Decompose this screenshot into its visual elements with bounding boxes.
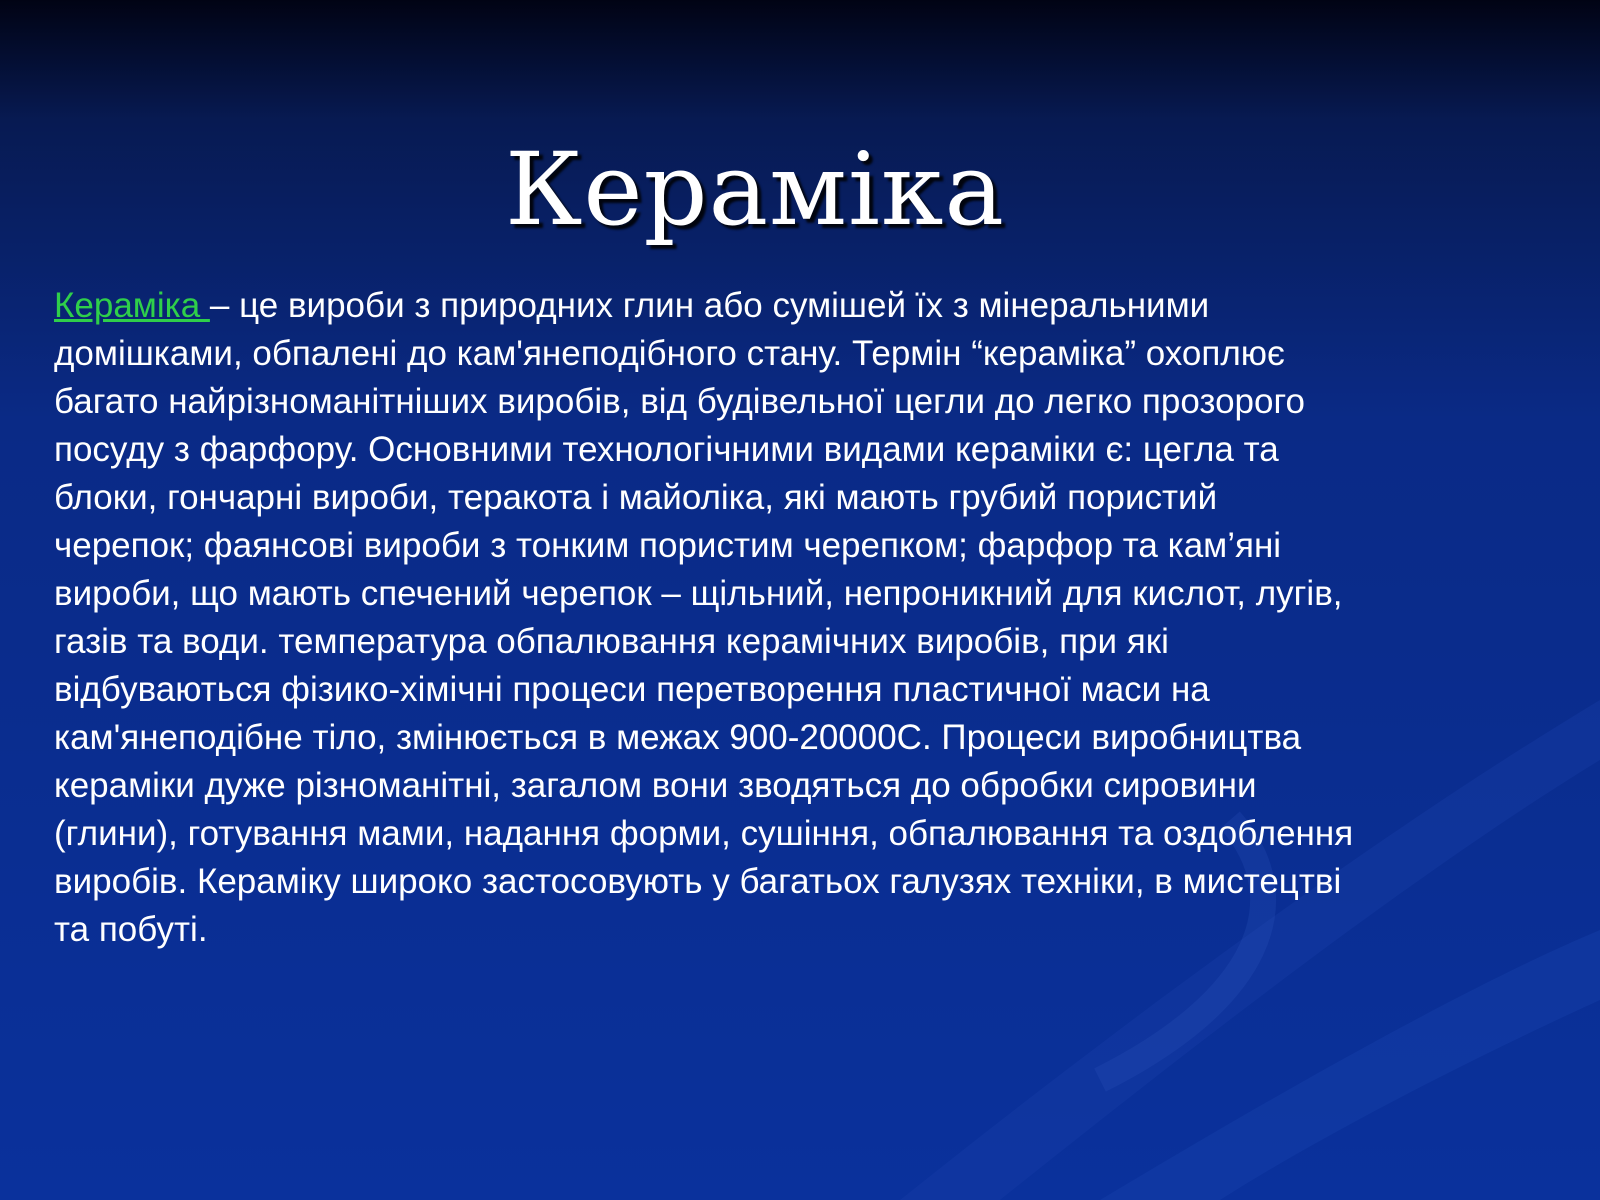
definition-line-12: (глини), готування мами, надання форми, сушіння, обпалювання та оздоблення — [54, 814, 1354, 853]
definition-line-7: вироби, що мають спечений черепок – щільний, непроникний для кислот, лугів, — [54, 574, 1343, 613]
definition-line-4: посуду з фарфору. Основними технологічними видами кераміки є: цегла та — [54, 430, 1279, 469]
definition-line-10: кам'янеподібне тіло, змінюється в межах 900-20000С. Процеси виробництва — [54, 718, 1302, 757]
definition-line-13: виробів. Кераміку широко застосовують у багатьох галузях техніки, в мистецтві — [54, 862, 1342, 901]
swoosh-band-lower — [1100, 930, 1600, 1200]
definition-line-1: це вироби з природних глин або сумішей їх з мінеральними — [229, 286, 1210, 325]
definition-paragraph — [54, 282, 1554, 954]
definition-line-6: черепок; фаянсові вироби з тонким пористим черепком; фарфор та кам’яні — [54, 526, 1282, 565]
definition-dash: – — [209, 286, 230, 325]
definition-line-11: кераміки дуже різноманітні, загалом вони зводяться до обробки сировини — [54, 766, 1257, 805]
definition-line-5: блоки, гончарні вироби, теракота і майоліка, які мають грубий пористий — [54, 478, 1218, 517]
definition-line-3: багато найрізноманітніших виробів, від будівельної цегли до легко прозорого — [54, 382, 1305, 421]
definition-line-14: та побуті. — [54, 910, 208, 949]
definition-line-9: відбуваються фізико-хімічні процеси перетворення пластичної маси на — [54, 670, 1210, 709]
slide-title: Кераміка — [504, 131, 1006, 248]
definition-line-8: газів та води. температура обпалювання керамічних виробів, при які — [54, 622, 1169, 661]
term-link-keramika[interactable]: Кераміка — [54, 286, 210, 325]
definition-line-2: домішками, обпалені до кам'янеподібного стану. Термін “кераміка” охоплює — [54, 334, 1285, 373]
